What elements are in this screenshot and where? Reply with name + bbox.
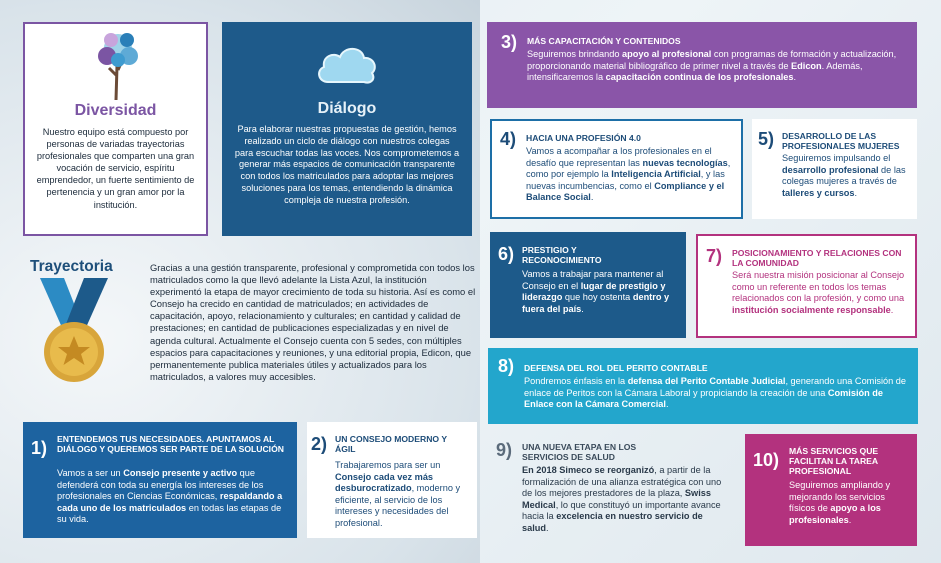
item-6-card [490, 232, 686, 338]
item-8-title: DEFENSA DEL ROL DEL PERITO CONTABLE [524, 363, 708, 373]
dialogo-title: Diálogo [317, 100, 377, 117]
item-2-title: UN CONSEJO MODERNO Y ÁGIL [335, 434, 447, 454]
item-8-text: Pondremos énfasis en la defensa del Perito Contable Judicial, generando una Comisión de enlace de Peritos con la Cámara Laboral y propiciando la creación de una Comisión de Enlace con la Cámara Comercial. [524, 376, 906, 410]
dialogo-card [222, 22, 472, 236]
item-10-title: MÁS SERVICIOS QUE FACILITAN LA TAREA PROFESIONAL [789, 446, 879, 476]
item-8-number: 8) [498, 356, 515, 376]
item-9-title: UNA NUEVA ETAPA EN LOS SERVICIOS DE SALUD [522, 442, 637, 462]
item-10-text: Seguiremos ampliando y mejorando los servicios físicos de apoyo a los profesionales. [789, 480, 891, 525]
item-10-number: 10) [753, 450, 780, 470]
item-7-text: Será nuestra misión posicionar al Consejo como un referente en todos los temas relacionados con la profesión, y como una institución socialmente responsable. [732, 270, 905, 315]
item-7-card [696, 234, 917, 338]
item-1-card [23, 422, 297, 538]
item-2-number: 2) [311, 434, 328, 454]
tree-icon [97, 30, 139, 100]
item-9-card [490, 434, 735, 546]
item-9-number: 9) [496, 440, 513, 460]
dialogo-text: Para elaborar nuestras propuestas de gestión, hemos realizado un ciclo de diálogo con nuestros colegas para escuchar todas las voces. Nos comprometemos a generar más espacios de comunicación transparente con todos los matriculados para adoptar las mejores soluciones para los temas, entendiendo la dinámica compleja de nuestra profesión. [234, 124, 460, 205]
item-6-title: PRESTIGIO Y RECONOCIMIENTO [522, 245, 602, 265]
trayectoria-text: Gracias a una gestión transparente, profesional y comprometida con todos los matriculados como la que llevó adelante la Lista Azul, la institución experimentó la etapa de mayor crecimiento de toda su historia. Así es como el Consejo ha crecido en cantidad de matriculados; en actividades de capacitación, apoyo, relacionamiento y culturales; en cantidad y calidad de prestaciones; en cantidad de publicaciones especializadas y en nivel de agenda cultural. Actualmente el Consejo cuenta con 5 sedes, con múltiples espacios para capacitaciones y reuniones, y una editorial propia, Edicon, que permanentemente publica materiales útiles y actualizados para los matriculados, a valores muy accesibles. [150, 262, 476, 382]
item-10-card [745, 434, 917, 546]
item-6-text: Vamos a trabajar para mantener al Consejo en el lugar de prestigio y liderazgo que hoy ostenta dentro y fuera del país. [522, 269, 670, 314]
cloud-icon [314, 42, 380, 86]
medal-icon [34, 278, 114, 390]
diversidad-card [23, 22, 208, 236]
item-2-text: Trabajaremos para ser un Consejo cada vez más desburocratizado, moderno y eficiente, al servicio de los intereses y necesidades del profesional. [335, 460, 461, 528]
diversidad-title: Diversidad [74, 102, 157, 119]
item-6-number: 6) [498, 244, 515, 264]
item-2-card [307, 422, 477, 538]
item-5-text: Seguiremos impulsando el desarrollo profesional de las colegas mujeres a través de talleres y cursos. [782, 153, 906, 198]
item-8-card [488, 348, 918, 424]
item-7-title: POSICIONAMIENTO Y RELACIONES CON LA COMUNIDAD [732, 248, 902, 268]
item-4-text: Vamos a acompañar a los profesionales en el desafío que representan las nuevas tecnologías, como por ejemplo la Inteligencia Artificial, y las nuevas incumbencias, como el Compliance y el Balance Social. [526, 146, 731, 203]
item-1-title: ENTENDEMOS TUS NECESIDADES. APUNTAMOS AL DIÁLOGO Y QUEREMOS SER PARTE DE LA SOLUCIÓN [57, 434, 284, 454]
item-3-number: 3) [501, 32, 518, 52]
item-3-card [487, 22, 917, 108]
item-9-text: En 2018 Simeco se reorganizó, a partir de la formalización de una alianza estratégica con uno de los mejores prestadores de la plaza, Swiss Medical, lo que constituyó un importante avance hacia la excelencia en nuestro servicio de salud. [522, 465, 722, 533]
item-1-number: 1) [31, 438, 48, 458]
item-4-card [490, 119, 743, 219]
diversidad-text: Nuestro equipo está compuesto por personas de variadas trayectorias profesionales que comparten una gran vocación de servicio, espíritu emprendedor, un fuerte sentimiento de pertenencia y un gran amor por la institución. [36, 127, 195, 210]
item-5-card [752, 119, 917, 219]
trayectoria-title: Trayectoria [30, 258, 113, 275]
item-3-title: MÁS CAPACITACIÓN Y CONTENIDOS [527, 36, 681, 46]
item-1-text: Vamos a ser un Consejo presente y activo que defenderá con toda su energía los intereses de los profesionales en Ciencias Económicas, respaldando a cada uno de los matriculados en todas las etapas de su vida. [57, 468, 283, 525]
item-3-text: Seguiremos brindando apoyo al profesional con programas de formación y actualización, proporcionando material bibliográfico de primer nivel a través de Edicon. Además, intensificaremos la capacitación continua de los profesionales. [527, 49, 897, 83]
item-7-number: 7) [706, 246, 723, 266]
item-5-title: DESARROLLO DE LAS PROFESIONALES MUJERES [782, 131, 900, 151]
item-5-number: 5) [758, 129, 775, 149]
item-4-title: HACIA UNA PROFESIÓN 4.0 [526, 133, 641, 143]
item-4-number: 4) [500, 129, 517, 149]
